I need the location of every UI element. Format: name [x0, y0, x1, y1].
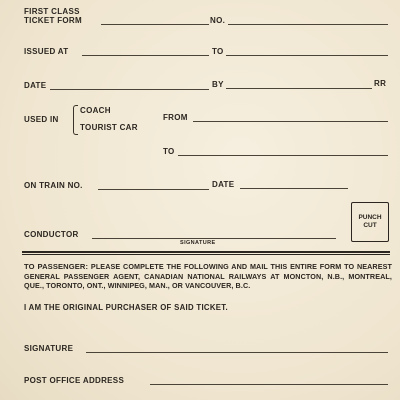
signature-label: SIGNATURE: [24, 344, 74, 353]
issued-to-field[interactable]: [226, 55, 388, 56]
passenger-notice: [24, 262, 392, 291]
signature-caption: SIGNATURE: [180, 240, 216, 246]
no-label: NO.: [210, 16, 226, 25]
to-label-2: TO: [163, 147, 175, 156]
ticket-form-label: TICKET FORM: [24, 16, 82, 25]
from-label: FROM: [163, 113, 188, 122]
cut-label: CUT: [363, 222, 377, 229]
date-field-1[interactable]: [50, 89, 209, 90]
on-train-no-label: ON TRAIN NO.: [24, 181, 83, 190]
by-label: BY: [212, 80, 224, 89]
conductor-signature-field[interactable]: [92, 238, 336, 239]
punch-cut-box: [351, 202, 389, 242]
to-label-1: TO: [212, 47, 224, 56]
issued-at-label: ISSUED AT: [24, 47, 69, 56]
used-in-bracket: [73, 105, 78, 135]
divider-thick: [22, 251, 390, 253]
notice-text: PLEASE COMPLETE THE FOLLOWING AND MAIL THIS ENTIRE FORM TO NEAREST GENERAL PASSENGER AGENT, CANADIAN NATIONAL RAILWAYS AT MONCTON, N.B., MONTREAL, QUE., TORONTO, ONT., WINNIPEG, MAN., OR VANCOUVER, B.C.: [24, 262, 392, 290]
date-label-1: DATE: [24, 81, 47, 90]
date-label-2: DATE: [212, 180, 235, 189]
punch-label: PUNCH: [358, 213, 382, 221]
ticket-form-field[interactable]: [101, 24, 209, 25]
date-field-2[interactable]: [240, 188, 348, 189]
conductor-label: CONDUCTOR: [24, 230, 79, 239]
post-office-address-label: POST OFFICE ADDRESS: [24, 376, 125, 385]
post-office-address-field[interactable]: [150, 384, 388, 385]
passenger-signature-field[interactable]: [86, 352, 388, 353]
purchaser-statement: I AM THE ORIGINAL PURCHASER OF SAID TICKET.: [24, 303, 228, 312]
train-number-field[interactable]: [98, 189, 209, 190]
ticket-number-field[interactable]: [228, 24, 388, 25]
by-field[interactable]: [226, 88, 372, 89]
tourist-car-option[interactable]: TOURIST CAR: [80, 123, 138, 132]
first-class-label: FIRST CLASS: [24, 7, 80, 16]
divider-thin: [22, 254, 390, 255]
rr-label: RR: [374, 79, 387, 88]
notice-heading: TO PASSENGER:: [24, 262, 89, 271]
issued-at-field[interactable]: [82, 55, 209, 56]
used-in-label: USED IN: [24, 115, 59, 124]
from-field[interactable]: [193, 121, 388, 122]
coach-option[interactable]: COACH: [80, 106, 111, 115]
to-field[interactable]: [178, 155, 388, 156]
